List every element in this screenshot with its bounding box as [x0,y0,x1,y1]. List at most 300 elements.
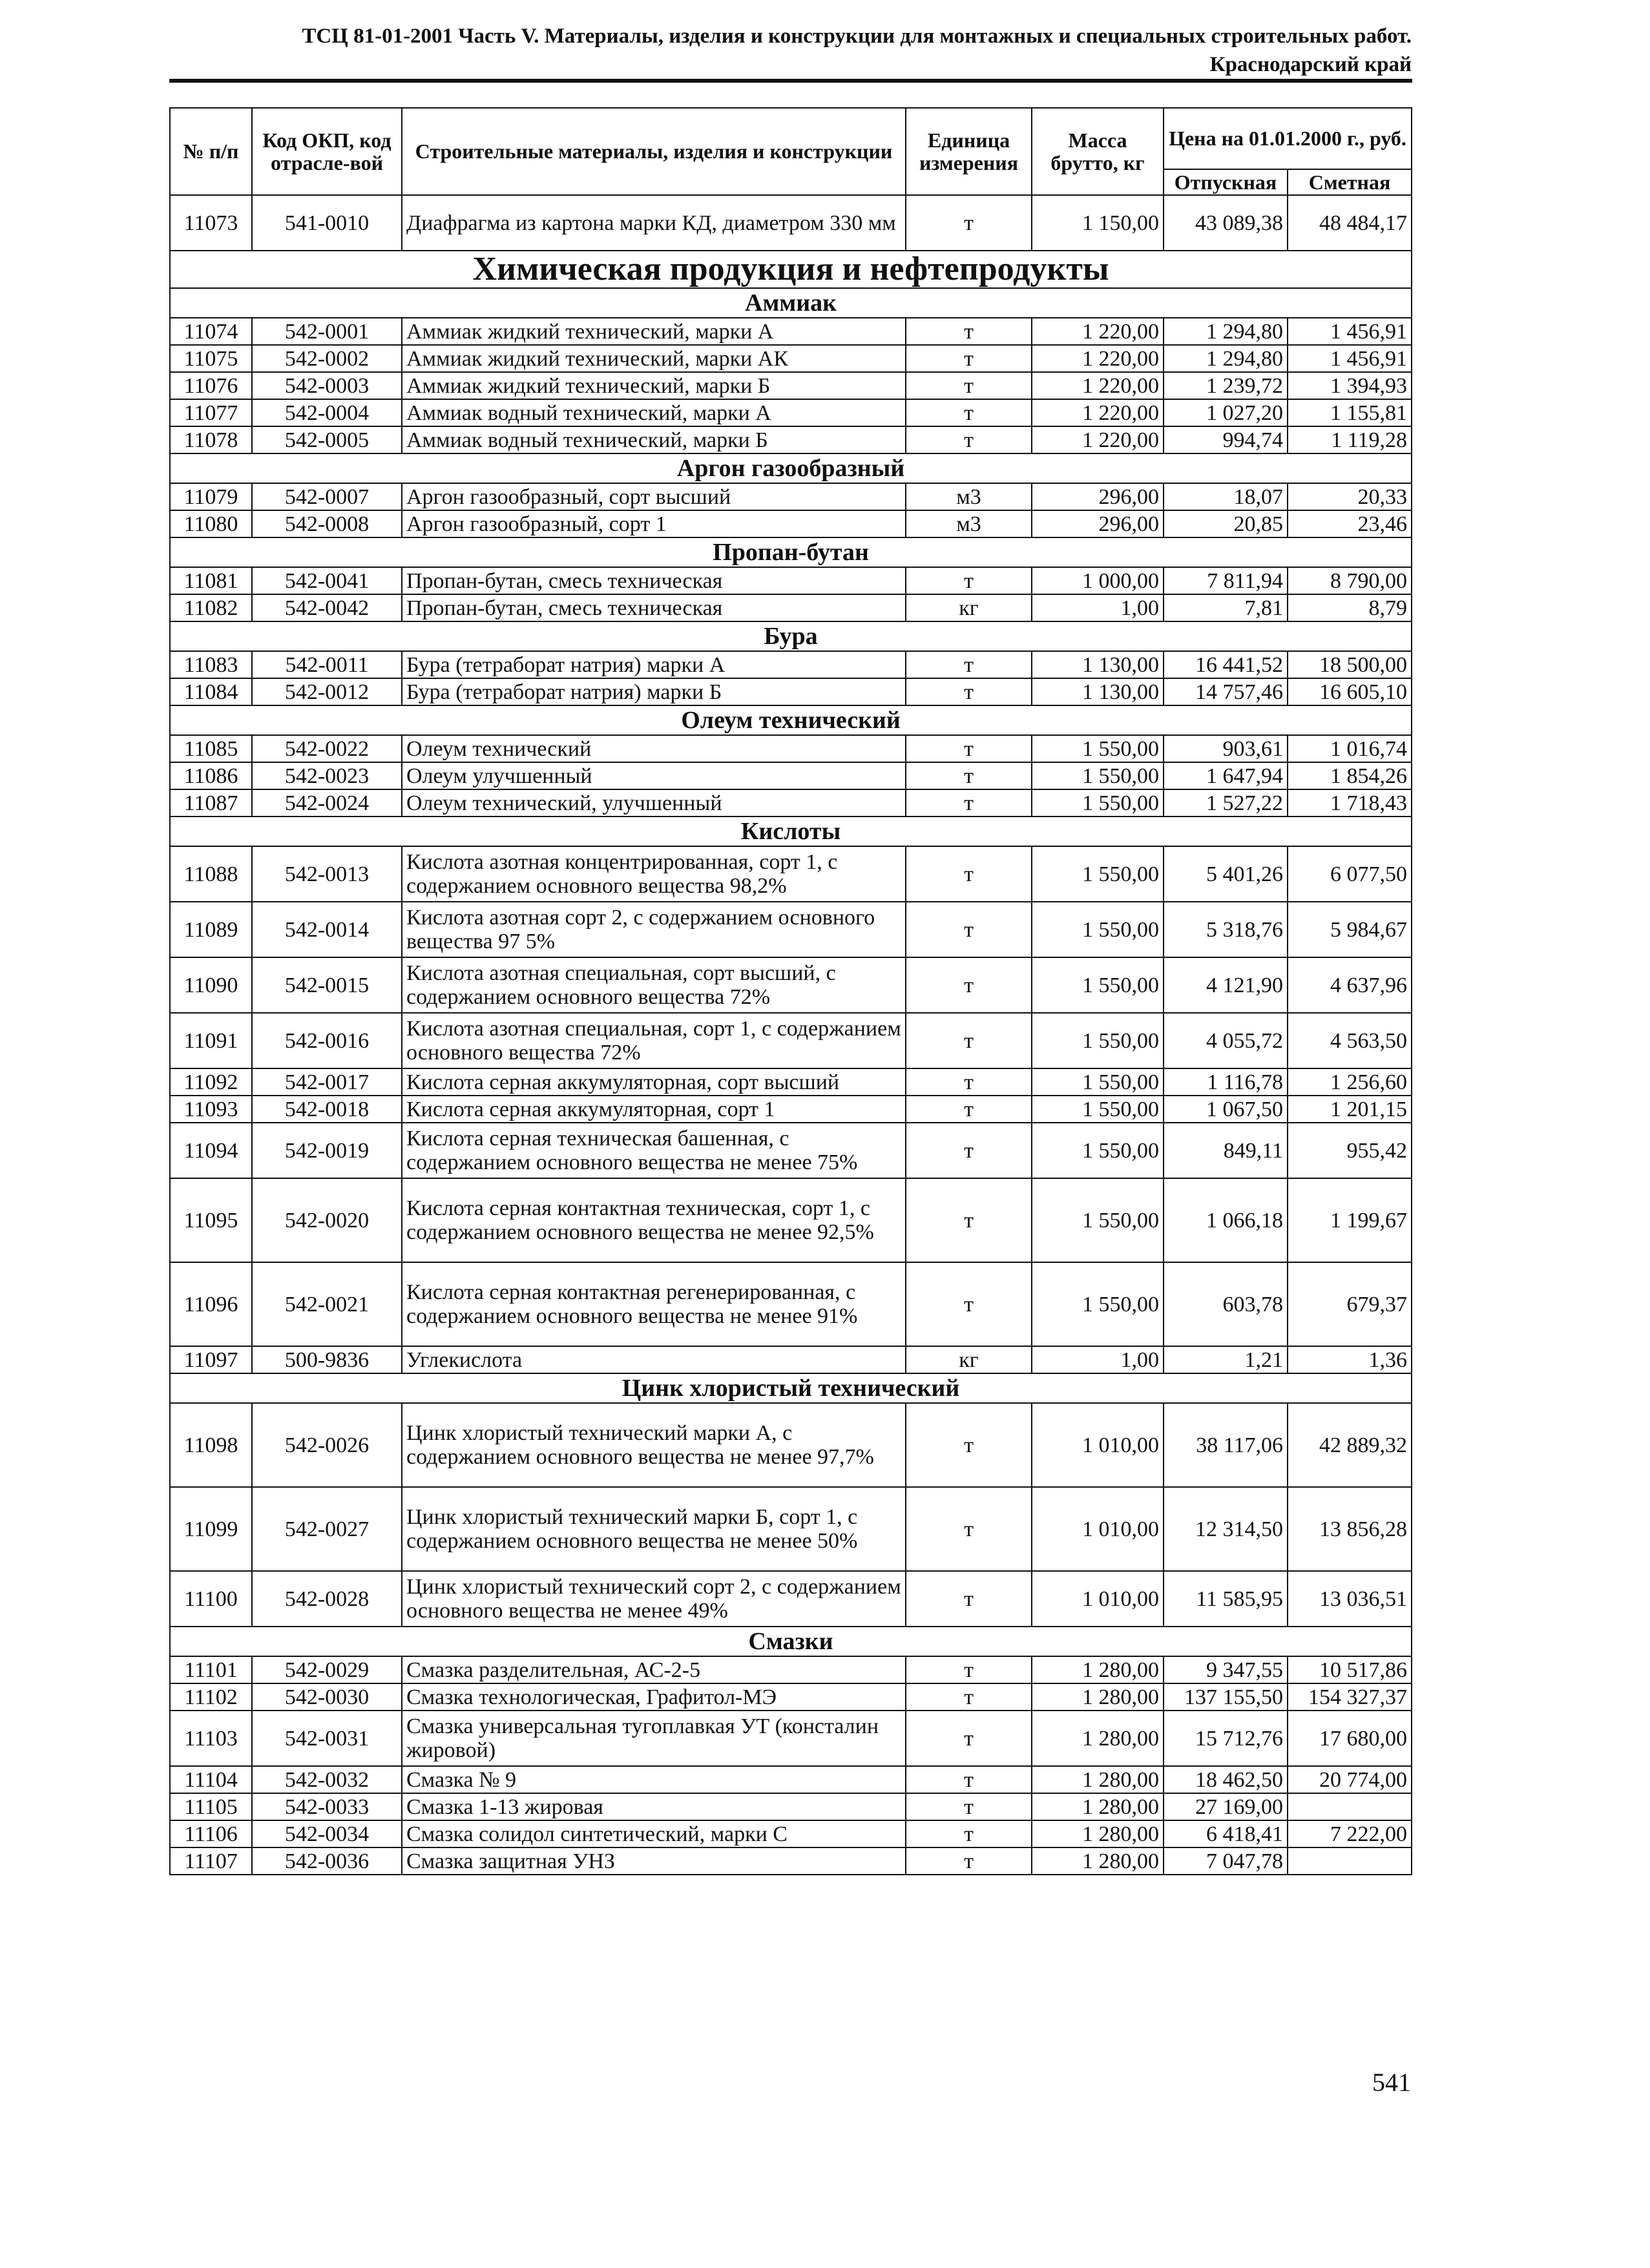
table-row [170,594,1412,621]
cell-release-price: 1 294,80 [1164,318,1288,345]
table-row [170,1766,1412,1793]
cell-code: 542-0020 [252,1178,402,1262]
cell-num: 11097 [170,1346,252,1373]
cell-name: Смазка разделительная, АС-2-5 [402,1656,906,1683]
cell-release-price: 11 585,95 [1164,1571,1288,1627]
col-estimate-header: Сметная [1288,169,1412,195]
table-row [170,1847,1412,1875]
cell-code: 542-0005 [252,426,402,453]
cell-mass: 1 280,00 [1032,1656,1164,1683]
table-row [170,1403,1412,1487]
table-row [170,1346,1412,1373]
cell-unit: т [906,1766,1032,1793]
header-region: Краснодарский край [1209,53,1412,76]
cell-name: Аммиак жидкий технический, марки А [402,318,906,345]
cell-unit: т [906,318,1032,345]
cell-estimate-price: 154 327,37 [1288,1683,1412,1711]
cell-code: 542-0041 [252,567,402,594]
cell-num: 11099 [170,1487,252,1571]
cell-name: Кислота серная контактная техническая, сорт 1, с содержанием основного вещества не менее 92,5% [402,1178,906,1262]
cell-code: 541-0010 [252,195,402,251]
cell-release-price: 849,11 [1164,1123,1288,1178]
cell-release-price: 1 116,78 [1164,1068,1288,1096]
cell-unit: т [906,762,1032,789]
table-row [170,1683,1412,1711]
cell-name: Пропан-бутан, смесь техническая [402,567,906,594]
cell-mass: 1 010,00 [1032,1571,1164,1627]
cell-release-price: 38 117,06 [1164,1403,1288,1487]
cell-name: Аммиак жидкий технический, марки Б [402,372,906,399]
category-heading [170,251,1412,288]
cell-unit: кг [906,1346,1032,1373]
cell-unit: т [906,651,1032,678]
cell-release-price: 1 027,20 [1164,399,1288,426]
cell-name: Аммиак жидкий технический, марки АК [402,345,906,372]
col-name-header: Строительные материалы, изделия и конструкции [402,108,906,195]
cell-unit: т [906,1793,1032,1820]
section-title: Кислоты [170,817,1412,846]
cell-unit: т [906,345,1032,372]
cell-num: 11076 [170,372,252,399]
cell-mass: 1 550,00 [1032,1178,1164,1262]
cell-num: 11080 [170,510,252,537]
cell-num: 11078 [170,426,252,453]
cell-estimate-price: 1 854,26 [1288,762,1412,789]
table-row [170,1656,1412,1683]
cell-code: 542-0042 [252,594,402,621]
cell-num: 11107 [170,1847,252,1875]
cell-release-price: 14 757,46 [1164,678,1288,705]
cell-estimate-price: 1 199,67 [1288,1178,1412,1262]
cell-mass: 1 280,00 [1032,1793,1164,1820]
cell-estimate-price [1288,1847,1412,1875]
cell-estimate-price: 6 077,50 [1288,846,1412,902]
cell-code: 542-0015 [252,957,402,1013]
cell-code: 542-0013 [252,846,402,902]
cell-code: 542-0014 [252,902,402,957]
cell-name: Бура (тетраборат натрия) марки Б [402,678,906,705]
cell-unit: т [906,372,1032,399]
cell-estimate-price: 4 637,96 [1288,957,1412,1013]
cell-unit: т [906,1403,1032,1487]
cell-estimate-price: 1 155,81 [1288,399,1412,426]
cell-code: 542-0001 [252,318,402,345]
cell-code: 542-0002 [252,345,402,372]
table-row [170,372,1412,399]
cell-release-price: 5 318,76 [1164,902,1288,957]
cell-unit: т [906,1683,1032,1711]
cell-mass: 1 010,00 [1032,1487,1164,1571]
cell-num: 11085 [170,735,252,762]
cell-unit: т [906,399,1032,426]
cell-unit: т [906,1487,1032,1571]
cell-unit: т [906,902,1032,957]
cell-release-price: 7 047,78 [1164,1847,1288,1875]
cell-name: Кислота серная аккумуляторная, сорт высший [402,1068,906,1096]
col-mass-header: Масса брутто, кг [1032,108,1164,195]
header-row [170,108,1412,169]
cell-release-price: 27 169,00 [1164,1793,1288,1820]
table-row [170,1096,1412,1123]
cell-num: 11088 [170,846,252,902]
cell-name: Кислота азотная концентрированная, сорт 1, с содержанием основного вещества 98,2% [402,846,906,902]
cell-unit: м3 [906,510,1032,537]
cell-code: 542-0032 [252,1766,402,1793]
col-unit-header: Единица измерения [906,108,1032,195]
section-heading [170,288,1412,318]
cell-code: 542-0004 [252,399,402,426]
cell-release-price: 1 527,22 [1164,789,1288,817]
cell-mass: 296,00 [1032,483,1164,510]
cell-code: 542-0018 [252,1096,402,1123]
cell-release-price: 18 462,50 [1164,1766,1288,1793]
cell-estimate-price: 10 517,86 [1288,1656,1412,1683]
cell-mass: 1 550,00 [1032,1013,1164,1068]
cell-name: Цинк хлористый технический сорт 2, с содержанием основного вещества не менее 49% [402,1571,906,1627]
cell-code: 542-0019 [252,1123,402,1178]
cell-num: 11095 [170,1178,252,1262]
cell-release-price: 5 401,26 [1164,846,1288,902]
cell-num: 11105 [170,1793,252,1820]
table-row [170,902,1412,957]
cell-release-price: 603,78 [1164,1262,1288,1346]
cell-name: Бура (тетраборат натрия) марки А [402,651,906,678]
cell-mass: 1 130,00 [1032,651,1164,678]
cell-name: Аммиак водный технический, марки Б [402,426,906,453]
cell-unit: т [906,1847,1032,1875]
cell-num: 11090 [170,957,252,1013]
table-row [170,483,1412,510]
section-title: Пропан-бутан [170,537,1412,567]
cell-name: Смазка 1-13 жировая [402,1793,906,1820]
cell-unit: т [906,789,1032,817]
cell-unit: т [906,1820,1032,1847]
table-row [170,426,1412,453]
table-row [170,399,1412,426]
section-title: Химическая продукция и нефтепродукты [170,251,1412,288]
table-row [170,1571,1412,1627]
cell-name: Смазка защитная УНЗ [402,1847,906,1875]
cell-num: 11103 [170,1711,252,1766]
table-row [170,735,1412,762]
col-num-header: № п/п [170,108,252,195]
cell-name: Кислота азотная специальная, сорт 1, с содержанием основного вещества 72% [402,1013,906,1068]
cell-unit: т [906,567,1032,594]
cell-unit: т [906,1068,1032,1096]
section-heading [170,817,1412,846]
cell-name: Цинк хлористый технический марки Б, сорт 1, с содержанием основного вещества не менее 50% [402,1487,906,1571]
cell-name: Кислота серная контактная регенерированная, с содержанием основного вещества не менее 91% [402,1262,906,1346]
cell-num: 11101 [170,1656,252,1683]
table-row [170,1178,1412,1262]
cell-estimate-price: 13 036,51 [1288,1571,1412,1627]
table-row [170,195,1412,251]
cell-num: 11086 [170,762,252,789]
table-row [170,762,1412,789]
cell-release-price: 18,07 [1164,483,1288,510]
table-row [170,957,1412,1013]
cell-release-price: 1 647,94 [1164,762,1288,789]
cell-name: Смазка универсальная тугоплавкая УТ (консталин жировой) [402,1711,906,1766]
cell-code: 542-0023 [252,762,402,789]
cell-num: 11083 [170,651,252,678]
cell-code: 542-0012 [252,678,402,705]
cell-release-price: 6 418,41 [1164,1820,1288,1847]
table-row [170,1793,1412,1820]
cell-unit: т [906,735,1032,762]
cell-release-price: 7 811,94 [1164,567,1288,594]
cell-unit: т [906,1013,1032,1068]
cell-unit: т [906,195,1032,251]
cell-name: Аммиак водный технический, марки А [402,399,906,426]
cell-name: Смазка № 9 [402,1766,906,1793]
cell-mass: 1 150,00 [1032,195,1164,251]
cell-name: Аргон газообразный, сорт высший [402,483,906,510]
cell-unit: т [906,678,1032,705]
materials-table [169,107,1412,1875]
cell-mass: 1 280,00 [1032,1711,1164,1766]
cell-name: Кислота азотная сорт 2, с содержанием основного вещества 97 5% [402,902,906,957]
section-heading [170,1627,1412,1656]
cell-release-price: 1 067,50 [1164,1096,1288,1123]
cell-release-price: 20,85 [1164,510,1288,537]
cell-release-price: 4 121,90 [1164,957,1288,1013]
table-row [170,678,1412,705]
cell-mass: 1,00 [1032,594,1164,621]
cell-mass: 1 220,00 [1032,426,1164,453]
cell-code: 542-0026 [252,1403,402,1487]
cell-mass: 1 550,00 [1032,1096,1164,1123]
cell-mass: 1 000,00 [1032,567,1164,594]
table-row [170,651,1412,678]
cell-num: 11089 [170,902,252,957]
cell-code: 542-0034 [252,1820,402,1847]
cell-name: Цинк хлористый технический марки А, с содержанием основного вещества не менее 97,7% [402,1403,906,1487]
cell-num: 11075 [170,345,252,372]
cell-mass: 1 220,00 [1032,399,1164,426]
cell-name: Пропан-бутан, смесь техническая [402,594,906,621]
cell-mass: 1 550,00 [1032,735,1164,762]
cell-release-price: 137 155,50 [1164,1683,1288,1711]
cell-mass: 1 280,00 [1032,1683,1164,1711]
cell-estimate-price: 1 201,15 [1288,1096,1412,1123]
section-heading [170,705,1412,735]
cell-unit: т [906,1178,1032,1262]
cell-code: 542-0022 [252,735,402,762]
cell-estimate-price: 20,33 [1288,483,1412,510]
cell-code: 542-0024 [252,789,402,817]
cell-estimate-price: 17 680,00 [1288,1711,1412,1766]
cell-mass: 1 550,00 [1032,902,1164,957]
cell-unit: кг [906,594,1032,621]
cell-mass: 1 220,00 [1032,318,1164,345]
cell-name: Смазка технологическая, Графитол-МЭ [402,1683,906,1711]
cell-name: Олеум технический [402,735,906,762]
cell-name: Смазка солидол синтетический, марки С [402,1820,906,1847]
cell-unit: т [906,426,1032,453]
table-row [170,846,1412,902]
cell-unit: т [906,1262,1032,1346]
cell-unit: т [906,1123,1032,1178]
cell-estimate-price: 1 718,43 [1288,789,1412,817]
cell-num: 11096 [170,1262,252,1346]
cell-num: 11091 [170,1013,252,1068]
cell-estimate-price: 23,46 [1288,510,1412,537]
section-heading [170,621,1412,651]
cell-mass: 1 280,00 [1032,1847,1164,1875]
col-price-header: Цена на 01.01.2000 г., руб. [1164,108,1412,169]
cell-mass: 296,00 [1032,510,1164,537]
cell-num: 11087 [170,789,252,817]
header-title: ТСЦ 81-01-2001 Часть V. Материалы, изделия и конструкции для монтажных и специальных строительных работ. [302,25,1412,48]
cell-mass: 1 220,00 [1032,345,1164,372]
cell-code: 542-0036 [252,1847,402,1875]
cell-release-price: 7,81 [1164,594,1288,621]
cell-code: 542-0027 [252,1487,402,1571]
cell-name: Олеум технический, улучшенный [402,789,906,817]
cell-mass: 1 550,00 [1032,846,1164,902]
cell-num: 11100 [170,1571,252,1627]
table-row [170,1013,1412,1068]
col-release-header: Отпускная [1164,169,1288,195]
cell-mass: 1 550,00 [1032,789,1164,817]
cell-num: 11079 [170,483,252,510]
cell-mass: 1 550,00 [1032,1262,1164,1346]
section-title: Аммиак [170,288,1412,318]
cell-num: 11092 [170,1068,252,1096]
cell-num: 11084 [170,678,252,705]
table-row [170,345,1412,372]
cell-code: 542-0031 [252,1711,402,1766]
cell-name: Кислота азотная специальная, сорт высший, с содержанием основного вещества 72% [402,957,906,1013]
col-code-header: Код ОКП, код отрасле-вой [252,108,402,195]
cell-estimate-price: 679,37 [1288,1262,1412,1346]
cell-unit: т [906,957,1032,1013]
cell-unit: т [906,1571,1032,1627]
cell-estimate-price [1288,1793,1412,1820]
cell-mass: 1 280,00 [1032,1766,1164,1793]
cell-unit: т [906,1096,1032,1123]
table-row [170,789,1412,817]
cell-num: 11094 [170,1123,252,1178]
cell-unit: т [906,846,1032,902]
cell-code: 542-0021 [252,1262,402,1346]
cell-release-price: 15 712,76 [1164,1711,1288,1766]
cell-code: 542-0029 [252,1656,402,1683]
cell-release-price: 994,74 [1164,426,1288,453]
page-header [168,22,1412,79]
cell-code: 542-0007 [252,483,402,510]
cell-num: 11073 [170,195,252,251]
table-row [170,1123,1412,1178]
cell-name: Олеум улучшенный [402,762,906,789]
cell-estimate-price: 1 016,74 [1288,735,1412,762]
cell-mass: 1 550,00 [1032,1068,1164,1096]
section-title: Цинк хлористый технический [170,1373,1412,1403]
table-row [170,567,1412,594]
cell-unit: т [906,1656,1032,1683]
cell-code: 500-9836 [252,1346,402,1373]
table-row [170,1487,1412,1571]
table-row [170,1820,1412,1847]
cell-estimate-price: 42 889,32 [1288,1403,1412,1487]
cell-mass: 1 130,00 [1032,678,1164,705]
cell-release-price: 1 294,80 [1164,345,1288,372]
cell-estimate-price: 1,36 [1288,1346,1412,1373]
table-row [170,1068,1412,1096]
cell-mass: 1 220,00 [1032,372,1164,399]
cell-code: 542-0016 [252,1013,402,1068]
cell-name: Аргон газообразный, сорт 1 [402,510,906,537]
table-row [170,510,1412,537]
cell-num: 11098 [170,1403,252,1487]
cell-name: Диафрагма из картона марки КД, диаметром 330 мм [402,195,906,251]
cell-estimate-price: 4 563,50 [1288,1013,1412,1068]
cell-mass: 1 550,00 [1032,957,1164,1013]
cell-estimate-price: 8 790,00 [1288,567,1412,594]
cell-code: 542-0033 [252,1793,402,1820]
cell-name: Кислота серная техническая башенная, с содержанием основного вещества не менее 75% [402,1123,906,1178]
cell-release-price: 9 347,55 [1164,1656,1288,1683]
cell-code: 542-0028 [252,1571,402,1627]
cell-code: 542-0008 [252,510,402,537]
cell-mass: 1 280,00 [1032,1820,1164,1847]
header-rule [169,79,1412,83]
cell-estimate-price: 18 500,00 [1288,651,1412,678]
cell-code: 542-0030 [252,1683,402,1711]
cell-code: 542-0017 [252,1068,402,1096]
cell-num: 11074 [170,318,252,345]
cell-estimate-price: 5 984,67 [1288,902,1412,957]
cell-num: 11077 [170,399,252,426]
cell-estimate-price: 1 256,60 [1288,1068,1412,1096]
cell-num: 11081 [170,567,252,594]
cell-mass: 1,00 [1032,1346,1164,1373]
section-heading [170,537,1412,567]
cell-release-price: 1 239,72 [1164,372,1288,399]
cell-num: 11082 [170,594,252,621]
cell-estimate-price: 1 456,91 [1288,318,1412,345]
section-heading [170,1373,1412,1403]
cell-release-price: 43 089,38 [1164,195,1288,251]
table-row [170,1711,1412,1766]
section-title: Смазки [170,1627,1412,1656]
section-title: Бура [170,621,1412,651]
cell-estimate-price: 13 856,28 [1288,1487,1412,1571]
page-number: 541 [1372,2068,1411,2097]
cell-release-price: 1,21 [1164,1346,1288,1373]
cell-name: Углекислота [402,1346,906,1373]
cell-release-price: 16 441,52 [1164,651,1288,678]
cell-release-price: 12 314,50 [1164,1487,1288,1571]
cell-num: 11106 [170,1820,252,1847]
cell-num: 11104 [170,1766,252,1793]
cell-num: 11093 [170,1096,252,1123]
cell-estimate-price: 16 605,10 [1288,678,1412,705]
cell-mass: 1 550,00 [1032,762,1164,789]
cell-code: 542-0003 [252,372,402,399]
table-row [170,318,1412,345]
cell-unit: т [906,1711,1032,1766]
cell-estimate-price: 8,79 [1288,594,1412,621]
table-row [170,1262,1412,1346]
table-body [170,195,1412,1875]
cell-name: Кислота серная аккумуляторная, сорт 1 [402,1096,906,1123]
section-title: Аргон газообразный [170,453,1412,483]
cell-unit: м3 [906,483,1032,510]
cell-release-price: 903,61 [1164,735,1288,762]
cell-estimate-price: 1 119,28 [1288,426,1412,453]
